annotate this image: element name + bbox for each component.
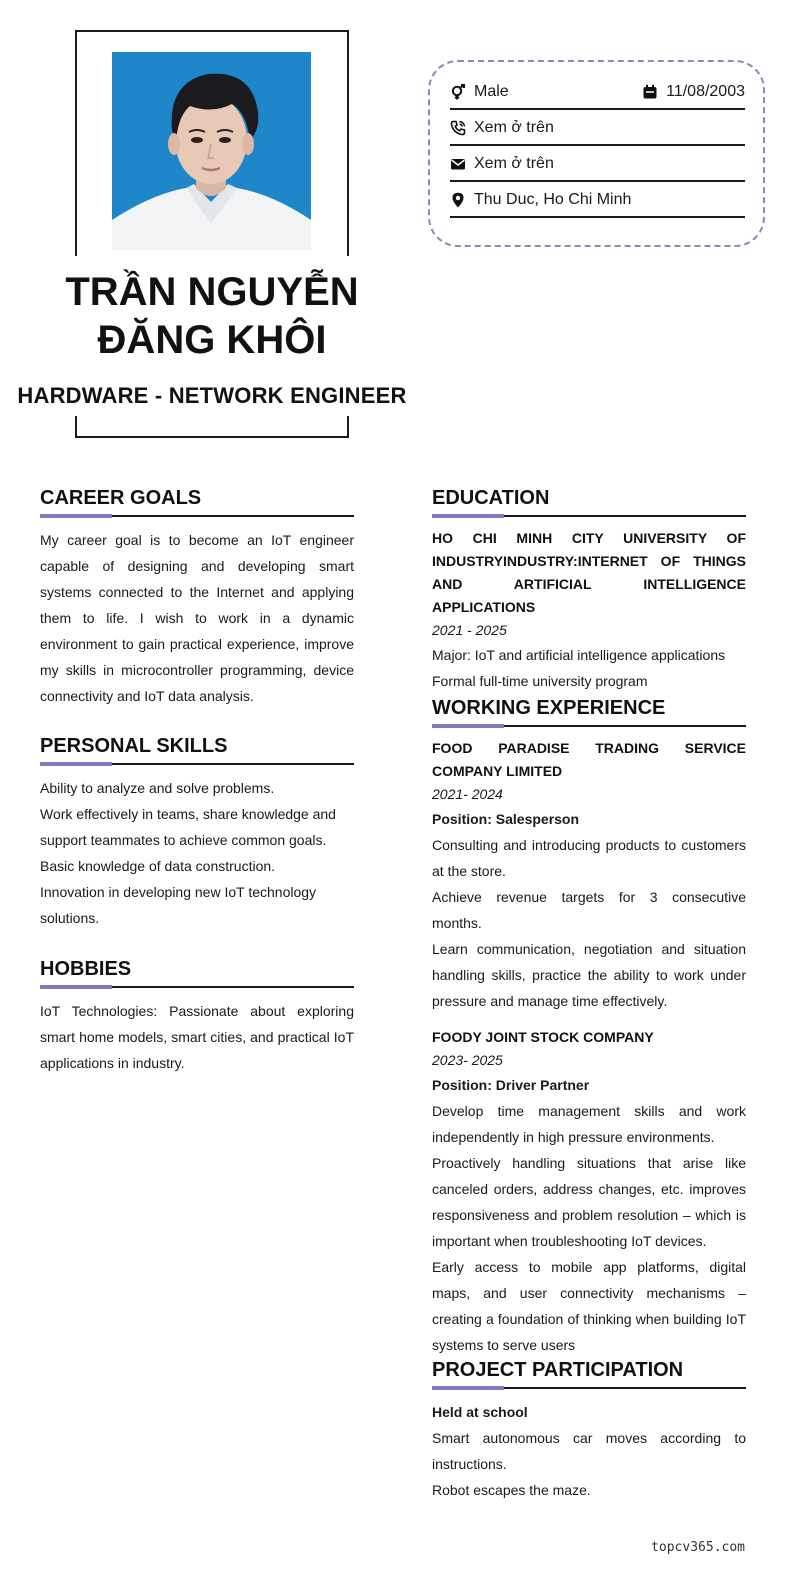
personal-skills-title: PERSONAL SKILLS: [40, 735, 228, 757]
hobbies-section: [40, 956, 354, 1076]
skill-item: Basic knowledge of data construction.: [40, 858, 276, 874]
hobbies-text: IoT Technologies: Passionate about exploring smart home models, smart cities, and practical IoT applications in industry.: [40, 1003, 354, 1071]
education-line: Formal full-time university program: [432, 673, 648, 689]
email-value: Xem ở trên: [474, 155, 554, 172]
job-line: Learn communication, negotiation and situation handling skills, practice the ability to work under pressure and manage time effectively.: [432, 941, 746, 1009]
gender-value: Male: [474, 83, 509, 100]
job-line: Early access to mobile app platforms, digital maps, and user connectivity mechanisms – creating a foundation of thinking when building IoT systems to serve users: [432, 1259, 746, 1353]
section-divider: [40, 986, 354, 988]
job-company: FOOD PARADISE TRADING SERVICE COMPANY LIMITED: [432, 740, 746, 779]
section-divider: [40, 515, 354, 517]
projects-section: [432, 1357, 746, 1503]
name-line-2: ĐĂNG KHÔI: [97, 318, 327, 362]
career-goals-text: My career goal is to become an IoT engineer capable of designing and developing smart systems connected to the Internet and applying them to life. I wish to work in a dynamic environment to gain practical experience, improve my skills in microcontroller programming, device connectivity and IoT data analysis.: [40, 532, 354, 704]
personal-skills-section: [40, 733, 354, 931]
projects-title: PROJECT PARTICIPATION: [432, 1359, 684, 1381]
school-name: HO CHI MINH CITY UNIVERSITY OF INDUSTRYINDUSTRY:INTERNET OF THINGS AND ARTIFICIAL INTELLIGENCE APPLICATIONS: [432, 530, 746, 615]
experience-title: WORKING EXPERIENCE: [432, 697, 666, 719]
education-title: EDUCATION: [432, 487, 550, 509]
education-period: 2021 - 2025: [432, 622, 507, 638]
job-entry: [432, 737, 746, 1014]
calendar-icon: [642, 84, 658, 100]
skill-item: Ability to analyze and solve problems.: [40, 780, 275, 796]
job-entry: [432, 1026, 746, 1358]
job-title: HARDWARE - NETWORK ENGINEER: [17, 383, 407, 408]
contact-row-gender: [450, 76, 745, 110]
email-icon: [450, 156, 466, 172]
job-line: Consulting and introducing products to customers at the store.: [432, 837, 746, 879]
section-divider: [432, 1387, 746, 1389]
name-line-1: TRẦN NGUYỄN: [65, 270, 359, 314]
phone-icon: [450, 120, 466, 136]
header-frame-bottom: [75, 416, 349, 438]
skill-item: Work effectively in teams, share knowledge and support teammates to achieve common goals.: [40, 806, 336, 848]
gender-icon: [450, 84, 466, 100]
job-line: Achieve revenue targets for 3 consecutive months.: [432, 889, 746, 931]
birthday-group: [642, 83, 745, 101]
education-line: Major: IoT and artificial intelligence applications: [432, 647, 726, 663]
career-goals-title: CAREER GOALS: [40, 487, 202, 509]
section-divider: [40, 763, 354, 765]
career-goals-section: [40, 485, 354, 709]
contact-row-phone: [450, 112, 745, 146]
contact-row-email: [450, 148, 745, 182]
location-icon: [450, 192, 466, 208]
address-value: Thu Duc, Ho Chi Minh: [474, 191, 632, 208]
hobbies-title: HOBBIES: [40, 958, 132, 980]
job-position: Position: Driver Partner: [432, 1077, 590, 1093]
section-divider: [432, 515, 746, 517]
skill-item: Innovation in developing new IoT technology solutions.: [40, 884, 317, 926]
experience-section: [432, 695, 746, 1358]
full-name: [0, 268, 424, 364]
watermark: topcv365.com: [651, 1540, 745, 1555]
job-position: Position: Salesperson: [432, 811, 580, 827]
phone-value: Xem ở trên: [474, 119, 554, 136]
project-line: Robot escapes the maze.: [432, 1482, 591, 1498]
profile-photo: [112, 52, 311, 250]
job-line: Proactively handling situations that arise like canceled orders, address changes, etc. improves responsiveness and problem resolution – which is important when troubleshooting IoT devices.: [432, 1155, 746, 1249]
birthday-value: 11/08/2003: [666, 83, 745, 100]
job-period: 2023- 2025: [432, 1052, 503, 1068]
section-divider: [432, 725, 746, 727]
contact-box: [428, 60, 765, 247]
job-company: FOODY JOINT STOCK COMPANY: [432, 1029, 654, 1045]
project-heading: Held at school: [432, 1404, 528, 1420]
contact-row-address: [450, 184, 745, 218]
project-line: Smart autonomous car moves according to instructions.: [432, 1430, 746, 1472]
job-line: Develop time management skills and work independently in high pressure environments.: [432, 1103, 746, 1145]
education-section: [432, 485, 746, 694]
job-period: 2021- 2024: [432, 786, 503, 802]
